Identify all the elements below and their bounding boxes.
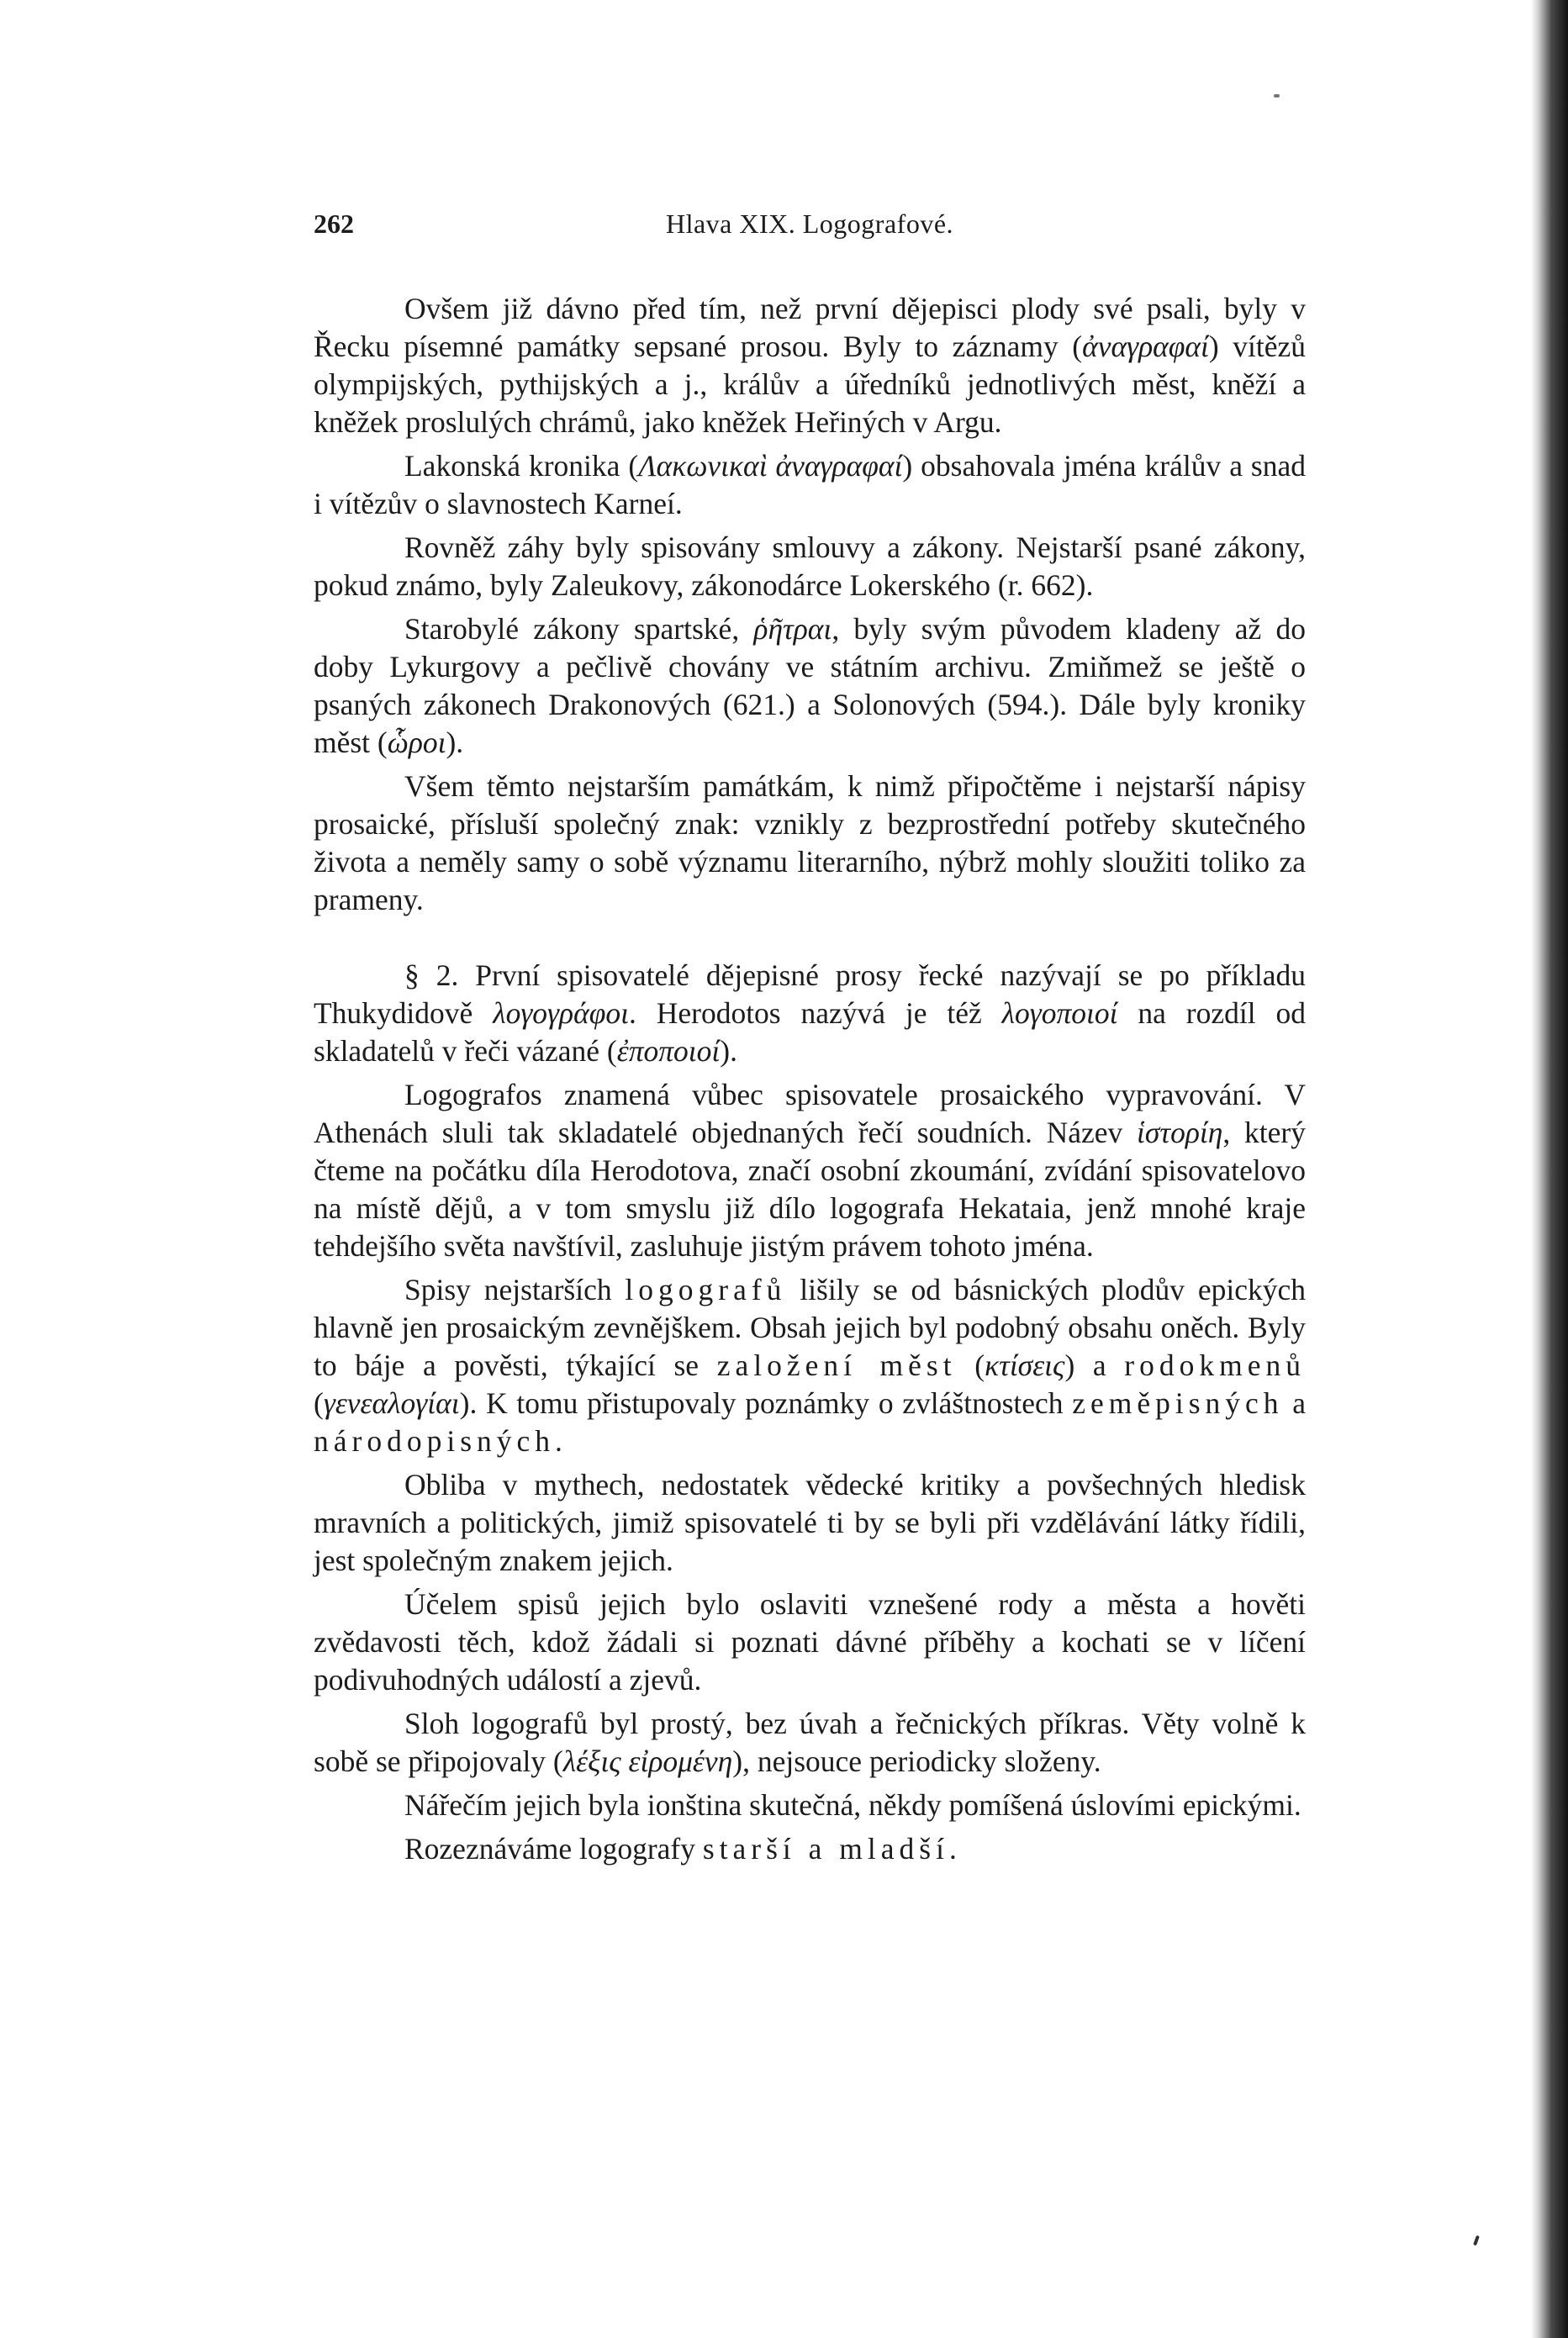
paragraph: Rozeznáváme logografy starší a mladší. (404, 1832, 957, 1866)
emphasized-term: založení měst (716, 1348, 957, 1382)
page-number: 262 (314, 208, 354, 239)
paragraph: Spisy nejstarších logografů lišily se od básnických plodův epických hlavně jen prosaickým zevnějškem. Obsah jejich byl podobný obsahu oněch. Byly to báje a pověsti, týkající se založení měst (κτίσεις) a rodokmenů (γενεαλογίαι). K tomu přistupovaly poznámky o zvláštnostech zeměpisných a národopisných. (314, 1273, 1306, 1458)
paragraph: Účelem spisů jejich bylo oslaviti vznešené rody a města a hověti zvědavosti těch, kdož žádali si poznati dávné příběhy a kochati se v líčení podivuhodných událostí a zjevů. (314, 1587, 1306, 1697)
greek-term: Λακωνικαὶ ἀναγραφαί (638, 449, 903, 483)
greek-term: ἱστορίη (1137, 1116, 1223, 1149)
emphasized-term: národopisných (314, 1424, 556, 1458)
page-edge-shadow (1531, 0, 1568, 2338)
body-text (314, 290, 1306, 1868)
page-header (314, 208, 1306, 249)
paragraph: Obliba v mythech, nedostatek vědecké kritiky a povšechných hledisk mravních a politických, jimiž spisovatelé ti by se byli při vzdělávání látky řídili, jest společným znakem jejich. (314, 1468, 1306, 1577)
greek-term: ἐποποιοί (616, 1034, 721, 1068)
running-head: Hlava XIX. Logografové. (665, 208, 954, 239)
scan-speck (1473, 2235, 1480, 2246)
greek-term: ῥῆτραι (753, 612, 832, 646)
emphasized-term: rodokmenů (1124, 1348, 1306, 1382)
emphasized-term: logografů (625, 1273, 787, 1306)
greek-term: ὧροι (387, 726, 446, 759)
paragraph: Nářečím jejich byla ionština skutečná, někdy pomíšená úslovími epickými. (404, 1788, 1301, 1822)
greek-term: λέξις εἰρομένη (562, 1744, 733, 1778)
emphasized-term: starší a mladší (702, 1832, 949, 1866)
section-paragraph: § 2. První spisovatelé dějepisné prosy řecké nazývají se po příkladu Thukydidově λογογράφοι. Herodotos nazývá je též λογοποιοί na rozdíl od skladatelů v řeči vázané (ἐποποιοί). (314, 958, 1306, 1068)
paragraph: Rovněž záhy byly spisovány smlouvy a zákony. Nejstarší psané zákony, pokud známo, byly Zaleukovy, zákonodárce Lokerského (r. 662). (314, 530, 1306, 602)
greek-term: γενεαλογίαι (323, 1386, 460, 1420)
paragraph: Lakonská kronika (Λακωνικαὶ ἀναγραφαί) obsahovala jména králův a snad i vítězův o slavnostech Karneí. (314, 449, 1306, 520)
emphasized-term: zeměpisných (1072, 1386, 1284, 1420)
paragraph: Logografos znamená vůbec spisovatele prosaického vypravování. V Athenách sluli tak skladatelé objednaných řečí soudních. Název ἱστορίη, který čteme na počátku díla Herodotova, značí osobní zkoumání, zvídání spisovatelovo na místě dějů, a v tom smyslu již dílo logografa Hekataia, jenž mnohé kraje tehdejšího světa navštívil, zasluhuje jistým právem tohoto jména. (314, 1078, 1306, 1263)
greek-term: λογοποιοί (1001, 996, 1118, 1030)
scan-speck (1274, 94, 1280, 98)
greek-term: κτίσεις (985, 1348, 1065, 1382)
greek-term: ἀναγραφαί (1082, 330, 1209, 363)
paragraph: Ovšem již dávno před tím, než první dějepisci plody své psali, byly v Řecku písemné památky sepsané prosou. Byly to záznamy (ἀναγραφαί) vítězů olympijských, pythijských a j., králův a úředníků jednotlivých měst, kněží a kněžek proslulých chrámů, jako kněžek Heřiných v Argu. (314, 292, 1307, 439)
paragraph: Sloh logografů byl prostý, bez úvah a řečnických příkras. Věty volně k sobě se připojovaly (λέξις εἰρομένη), nejsouce periodicky složeny. (314, 1707, 1306, 1778)
paragraph: Všem těmto nejstarším památkám, k nimž připočtěme i nejstarší nápisy prosaické, přísluší společný znak: vznikly z bezprostřední potřeby skutečného života a neměly samy o sobě významu literarního, nýbrž mohly sloužiti toliko za prameny. (314, 769, 1306, 916)
paragraph: Starobylé zákony spartské, ῥῆτραι, byly svým původem kladeny až do doby Lykurgovy a pečlivě chovány ve státním archivu. Zmiňmež se ještě o psaných zákonech Drakonových (621.) a Solonových (594.). Dále byly kroniky měst (ὧροι). (314, 612, 1306, 759)
greek-term: λογογράφοι (493, 996, 629, 1030)
